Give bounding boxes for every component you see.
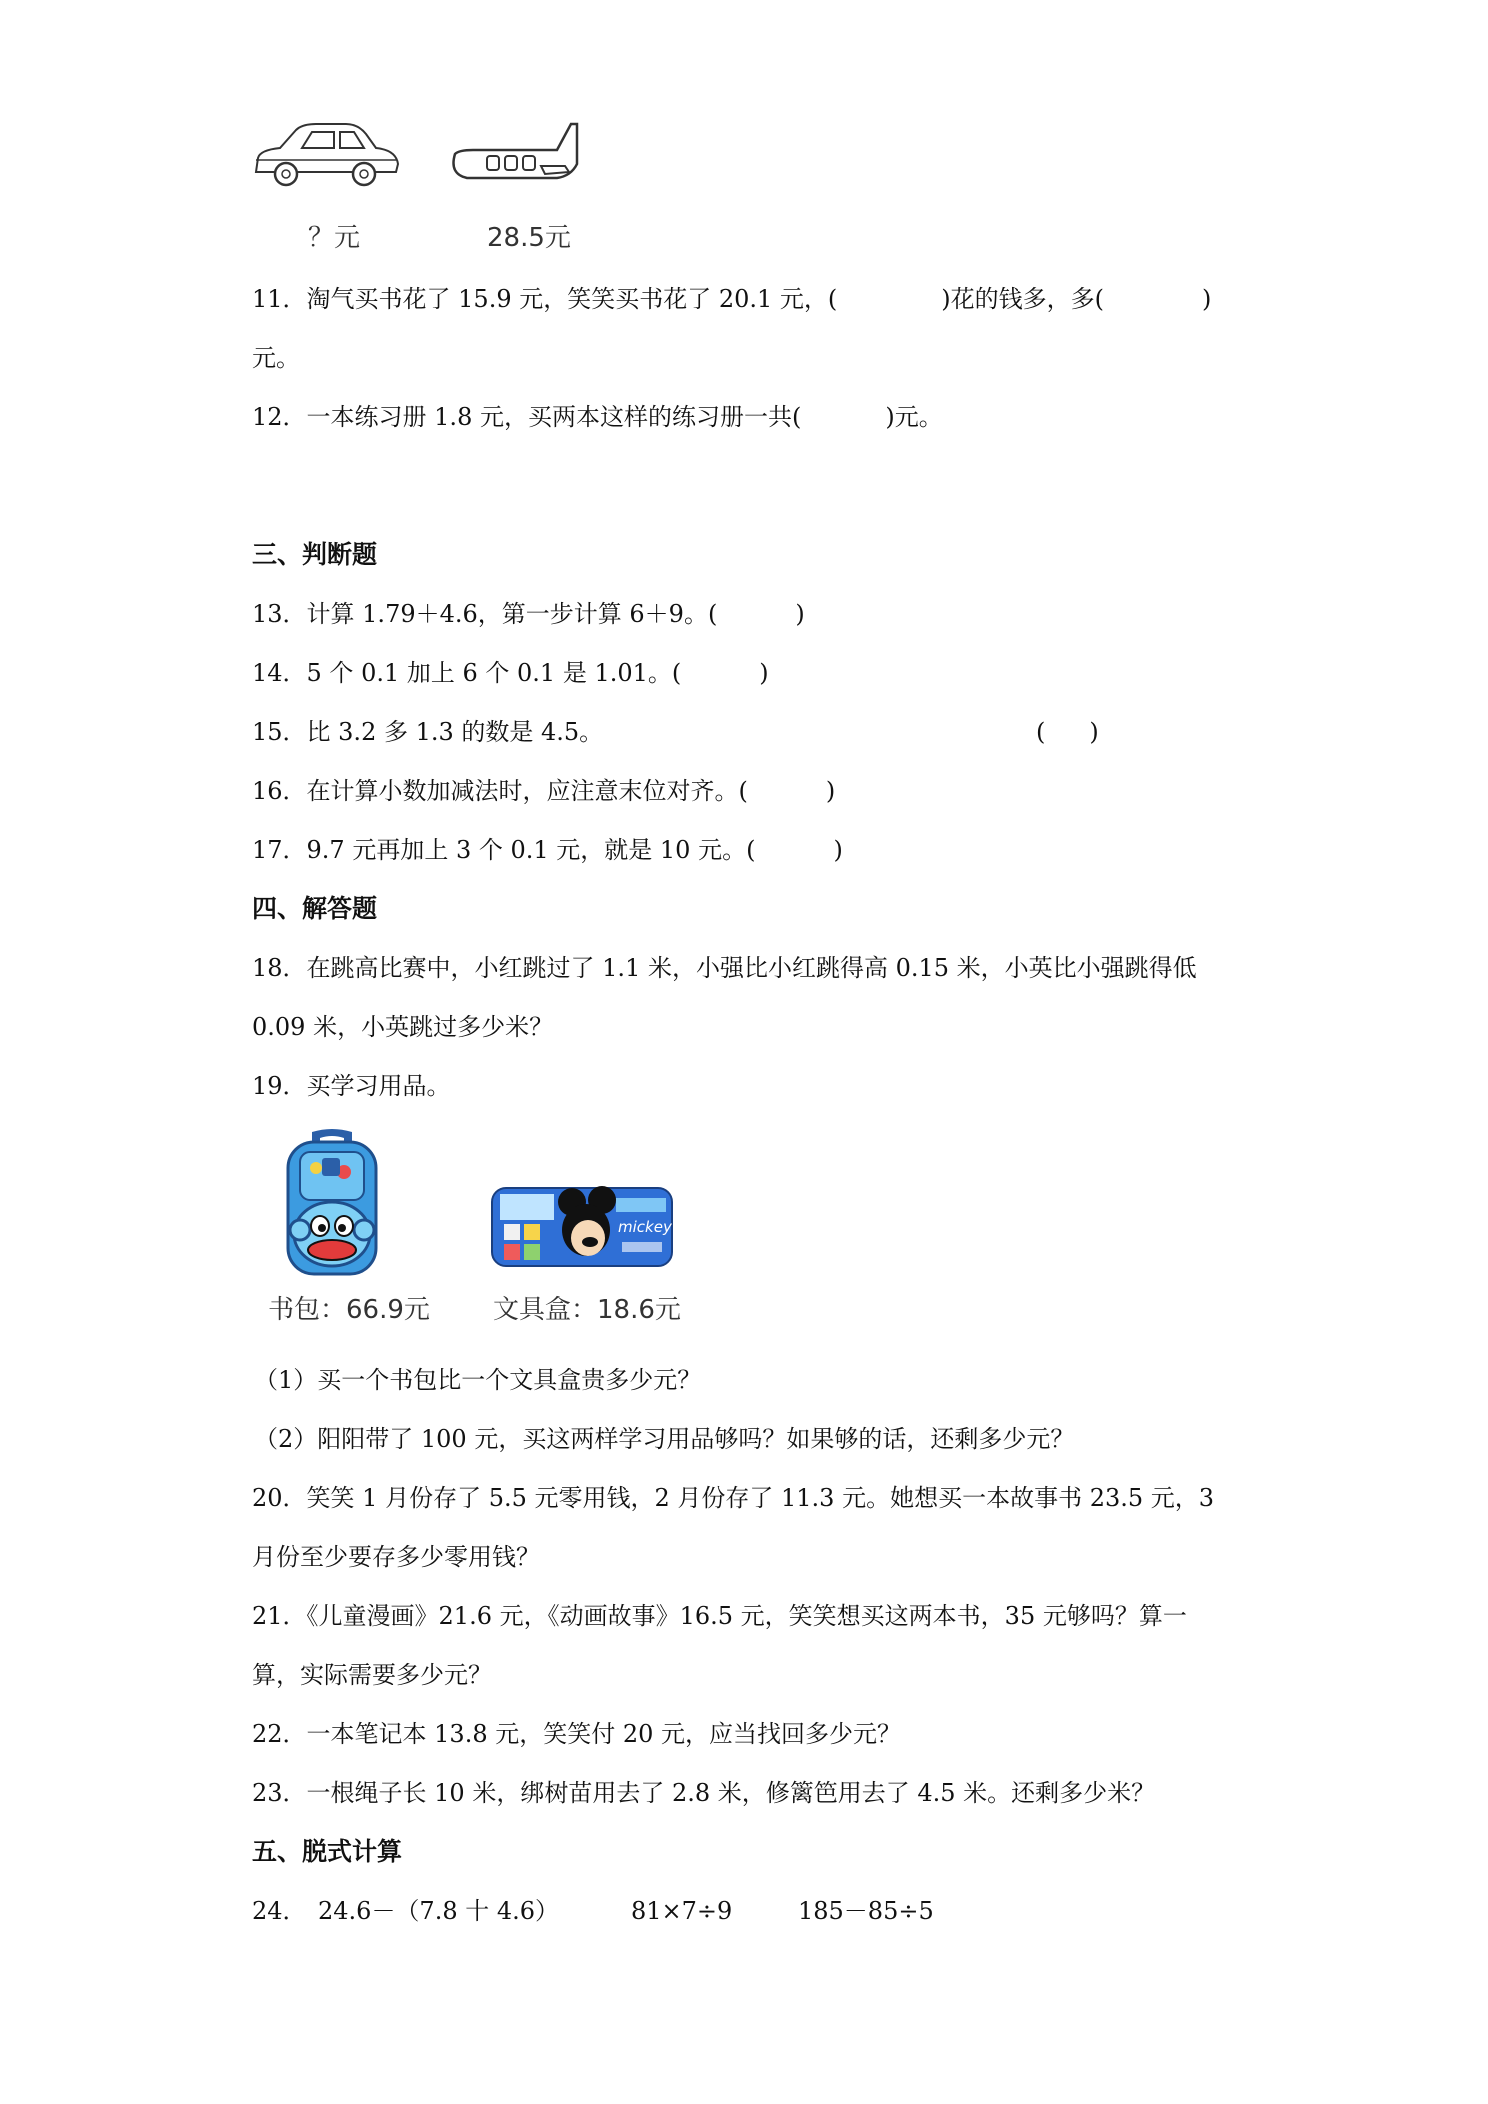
question-13 bbox=[252, 599, 805, 629]
question-17 bbox=[252, 835, 843, 865]
question-11 bbox=[252, 284, 1211, 314]
question-19-sub1: （1）买一个书包比一个文具盒贵多少元？ bbox=[254, 1366, 702, 1394]
question-11-cont: 元。 bbox=[252, 344, 300, 372]
q17-paren: ) bbox=[833, 836, 843, 864]
car-price-caption: ？元 bbox=[308, 223, 361, 253]
q24-expression-3: 185－85÷5 bbox=[798, 1897, 934, 1925]
question-18: 18．在跳高比赛中，小红跳过了 1.1 米，小强比小红跳得高 0.15 米，小英比小强跳得低 bbox=[252, 954, 1197, 982]
q16-text: 16．在计算小数加减法时，应注意末位对齐。( bbox=[252, 777, 748, 805]
question-12 bbox=[252, 402, 943, 432]
q12-text-a: 12．一本练习册 1.8 元，买两本这样的练习册一共( bbox=[252, 403, 802, 431]
q15-paren-close: ) bbox=[1089, 718, 1099, 746]
question-24 bbox=[252, 1896, 307, 1926]
pencil-case-price-caption: 文具盒：18.6元 bbox=[493, 1295, 681, 1325]
backpack-illustration bbox=[278, 1128, 386, 1278]
q11-text-b: )花的钱多，多( bbox=[941, 285, 1105, 313]
question-16 bbox=[252, 776, 835, 806]
q24-expression-2: 81×7÷9 bbox=[631, 1897, 733, 1925]
question-19-sub2: （2）阳阳带了 100 元，买这两样学习用品够吗？如果够的话，还剩多少元？ bbox=[254, 1425, 1075, 1453]
question-14 bbox=[252, 658, 769, 688]
q11-text-a: 11．淘气买书花了 15.9 元，笑笑买书花了 20.1 元，( bbox=[252, 285, 838, 313]
q14-text: 14．5 个 0.1 加上 6 个 0.1 是 1.01。( bbox=[252, 659, 682, 687]
pencil-case-brand-text: mickey bbox=[618, 1218, 672, 1236]
question-15-paren bbox=[1036, 717, 1099, 747]
q17-text: 17．9.7 元再加上 3 个 0.1 元，就是 10 元。( bbox=[252, 836, 756, 864]
section-heading-word-problems: 四、解答题 bbox=[252, 894, 378, 923]
q14-paren: ) bbox=[759, 659, 769, 687]
question-21: 21．《儿童漫画》21.6 元，《动画故事》16.5 元，笑笑想买这两本书，35 元够吗？算一 bbox=[252, 1602, 1187, 1630]
pencil-case-illustration bbox=[490, 1184, 674, 1270]
question-20-cont: 月份至少要存多少零用钱？ bbox=[252, 1543, 540, 1571]
plane-price-caption: 28.5元 bbox=[487, 223, 571, 253]
question-15 bbox=[252, 717, 603, 747]
backpack-price-caption: 书包：66.9元 bbox=[268, 1295, 430, 1325]
q24-expression-1: 24.6－（7.8 十 4.6） bbox=[318, 1897, 560, 1925]
section-heading-judgement: 三、判断题 bbox=[252, 540, 378, 569]
q13-text: 13．计算 1.79＋4.6，第一步计算 6＋9。( bbox=[252, 600, 718, 628]
question-21-cont: 算，实际需要多少元？ bbox=[252, 1661, 492, 1689]
q13-paren: ) bbox=[795, 600, 805, 628]
section-heading-calculation: 五、脱式计算 bbox=[252, 1837, 403, 1866]
question-20: 20．笑笑 1 月份存了 5.5 元零用钱，2 月份存了 11.3 元。她想买一本故事书 23.5 元，3 bbox=[252, 1484, 1215, 1512]
q24-number: 24． bbox=[252, 1897, 307, 1925]
car-illustration bbox=[250, 120, 400, 200]
plane-illustration bbox=[445, 120, 590, 200]
question-23: 23．一根绳子长 10 米，绑树苗用去了 2.8 米，修篱笆用去了 4.5 米。还剩多少米？ bbox=[252, 1779, 1156, 1807]
question-22: 22．一本笔记本 13.8 元，笑笑付 20 元，应当找回多少元？ bbox=[252, 1720, 902, 1748]
q12-text-b: )元。 bbox=[885, 403, 943, 431]
q11-text-c: ) bbox=[1202, 285, 1212, 313]
question-18-cont: 0.09 米，小英跳过多少米？ bbox=[252, 1013, 554, 1041]
question-19: 19．买学习用品。 bbox=[252, 1072, 451, 1100]
q15-paren-open: ( bbox=[1036, 718, 1046, 746]
q15-text: 15．比 3.2 多 1.3 的数是 4.5。 bbox=[252, 718, 604, 746]
q16-paren: ) bbox=[825, 777, 836, 805]
